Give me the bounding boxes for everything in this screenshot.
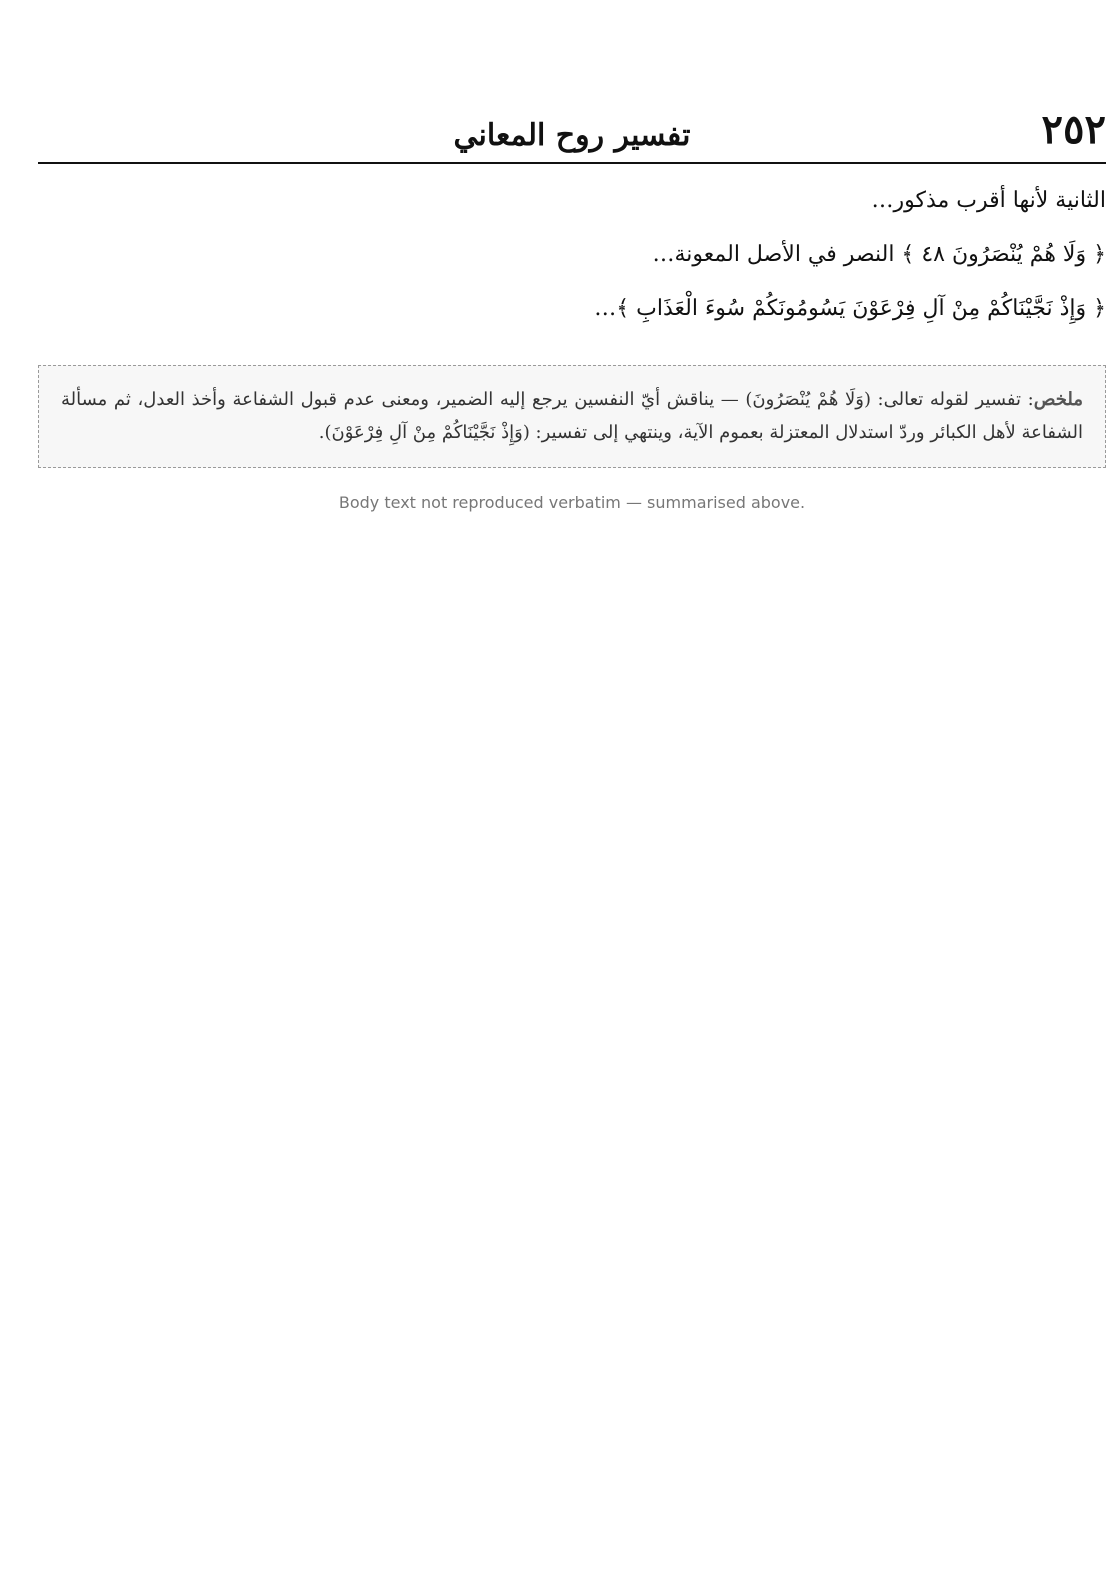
page-number: ٢٥٢	[1041, 106, 1106, 153]
page-body	[38, 180, 1106, 519]
elision-note: Body text not reproduced verbatim — summarised above.	[338, 493, 806, 513]
summary-text: تفسير لقوله تعالى: (وَلَا هُمْ يُنْصَرُونَ) — يناقش أيّ النفسين يرجع إليه الضمير، ومعنى عدم قبول الشفاعة وأخذ العدل، ثم مسألة الشفاعة لأهل الكبائر وردّ استدلال المعتزلة بعموم الآية، وينتهي إلى تفسير: (وَإِذْ نَجَّيْنَاكُمْ مِنْ آلِ فِرْعَوْنَ).	[61, 389, 1083, 443]
page-header	[38, 100, 1106, 162]
running-title: تفسير روح المعاني	[453, 118, 691, 153]
header-rule	[38, 162, 1106, 164]
paragraph-opening: ﴿ وَإِذْ نَجَّيْنَاكُمْ مِنْ آلِ فِرْعَوْنَ يَسُومُونَكُمْ سُوءَ الْعَذَابِ ﴾…	[594, 295, 1106, 321]
paragraph-opening: الثانية لأنها أقرب مذكور…	[871, 188, 1106, 213]
page	[38, 100, 1106, 519]
paragraph-opening: ﴿ وَلَا هُمْ يُنْصَرُونَ ٤٨ ﴾ النصر في الأصل المعونة…	[652, 241, 1106, 267]
content-summary: ملخص: تفسير لقوله تعالى: (وَلَا هُمْ يُنْصَرُونَ) — يناقش أيّ النفسين يرجع إليه الضمير، ومعنى عدم قبول الشفاعة وأخذ العدل، ثم مسألة الشفاعة لأهل الكبائر وردّ استدلال المعتزلة بعموم الآية، وينتهي إلى تفسير: (وَإِذْ نَجَّيْنَاكُمْ مِنْ آلِ فِرْعَوْنَ).	[38, 365, 1106, 468]
summary-label: ملخص	[1033, 389, 1083, 411]
